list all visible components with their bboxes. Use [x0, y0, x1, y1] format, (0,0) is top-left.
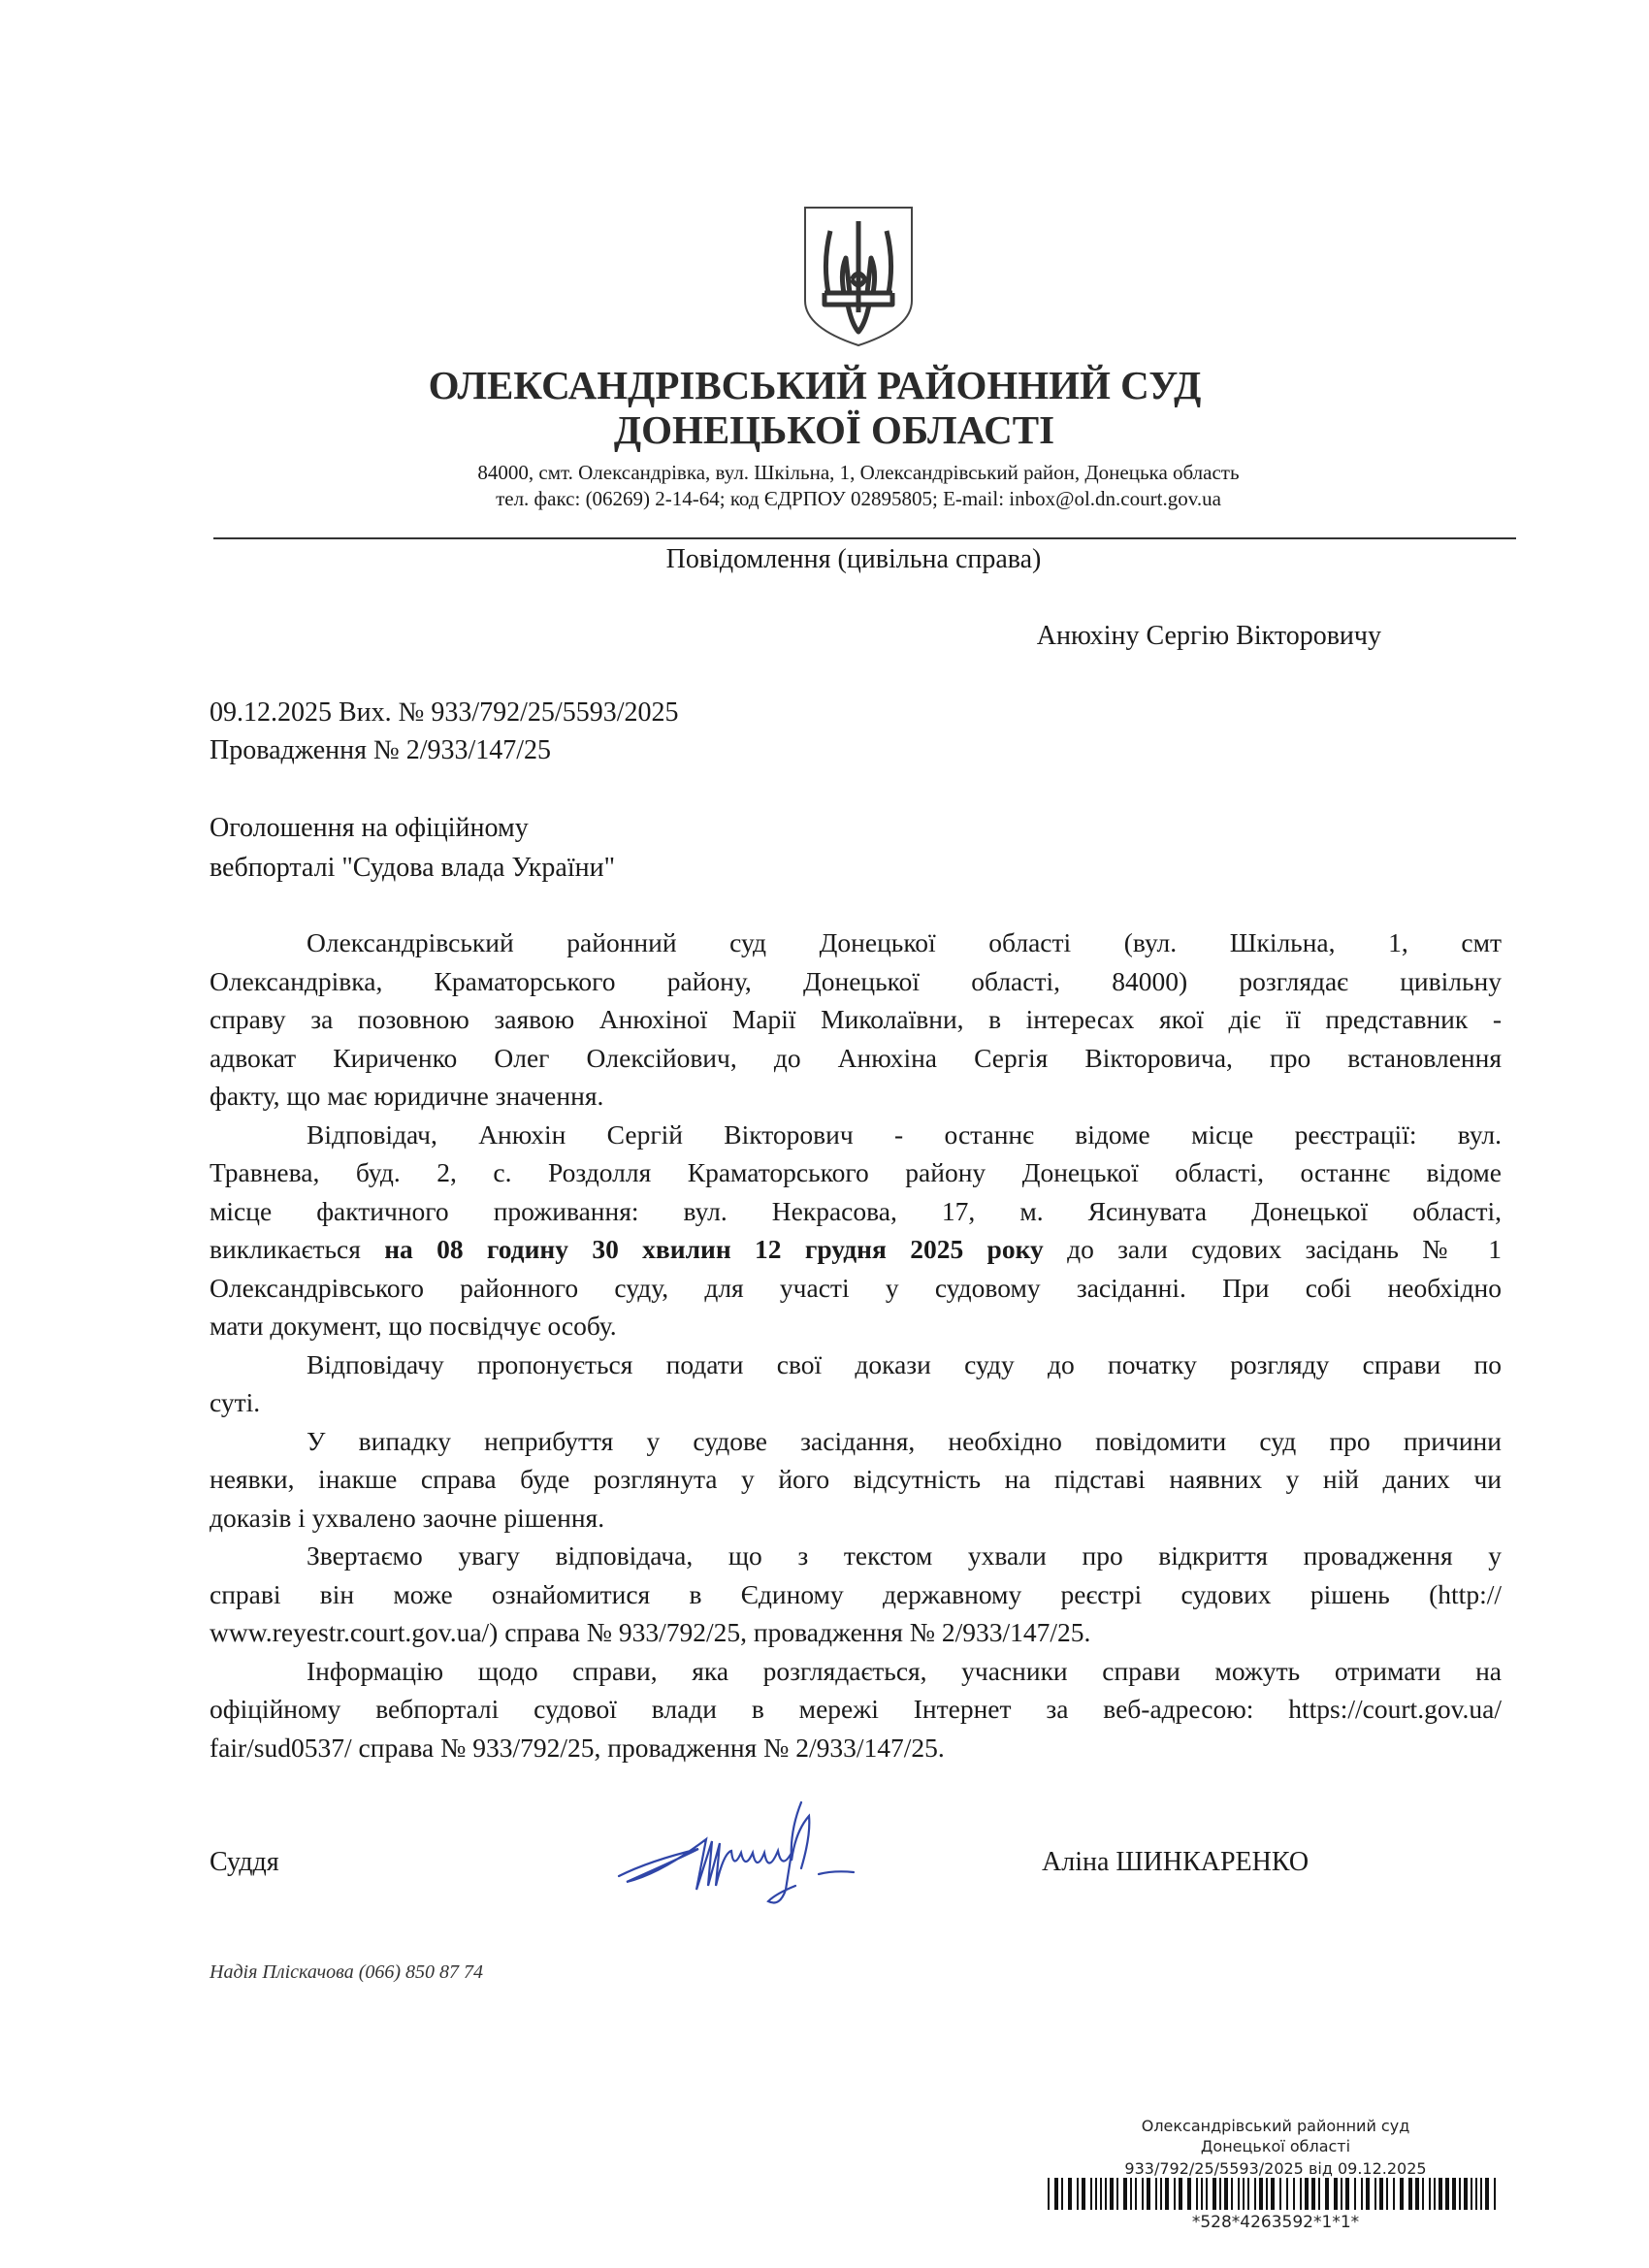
barcode-bar	[1110, 2178, 1114, 2210]
barcode-bar	[1082, 2178, 1085, 2210]
body-line: справу за позовною заявою Анюхіної Марії Миколаївни, в інтересах якої діє її представник -	[210, 1004, 1502, 1034]
barcode-bar	[1305, 2178, 1309, 2210]
barcode-bar	[1231, 2178, 1233, 2210]
barcode-bar	[1422, 2178, 1424, 2210]
barcode-bar	[1415, 2178, 1419, 2210]
barcode-bar	[1459, 2178, 1461, 2210]
judge-label: Суддя	[210, 1847, 279, 1877]
proceeding-number: Провадження № 2/933/147/25	[210, 735, 552, 765]
body-line: справі він може ознайомитися в Єдиному державному реєстрі судових рішень (http://	[210, 1578, 1502, 1609]
barcode-bar	[1311, 2178, 1315, 2210]
court-name-line1: ОЛЕКСАНДРІВСЬКИЙ РАЙОННИЙ СУД	[428, 363, 1202, 407]
barcode-bar	[1123, 2178, 1127, 2210]
barcode-bar	[1429, 2178, 1431, 2210]
barcode-bar	[1135, 2178, 1137, 2210]
barcode-bar	[1090, 2178, 1092, 2210]
barcode-bar	[1354, 2178, 1356, 2210]
barcode-bar	[1386, 2178, 1388, 2210]
court-name-line2: ДОНЕЦЬКОЇ ОБЛАСТІ	[613, 407, 1055, 452]
barcode-bar	[1100, 2178, 1102, 2210]
barcode-bar	[1408, 2178, 1412, 2210]
barcode-bar	[1259, 2178, 1263, 2210]
barcode-bar	[1201, 2178, 1203, 2210]
body-line: доказів і ухвалено заочне рішення.	[210, 1502, 605, 1533]
barcode-bar	[1334, 2178, 1338, 2210]
body-line: місце фактичного проживання: вул. Некрасова, 17, м. Ясинувата Донецької області,	[210, 1195, 1502, 1226]
barcode-bar	[1224, 2178, 1228, 2210]
barcode-reference: 933/792/25/5593/2025 від 09.12.2025	[1124, 2159, 1427, 2178]
barcode-bar	[1219, 2178, 1221, 2210]
barcode-bar	[1142, 2178, 1144, 2210]
body-line: Олександрівський районний суд Донецької області (вул. Шкільна, 1, смт	[307, 927, 1502, 957]
barcode-bar	[1160, 2178, 1162, 2210]
coat-of-arms-icon	[801, 204, 916, 349]
body-line: факту, що має юридичне значення.	[210, 1081, 604, 1111]
barcode-bar	[1247, 2178, 1249, 2210]
barcode-bar	[1105, 2178, 1107, 2210]
body-line: Звертаємо увагу відповідача, що з текстом ухвали про відкриття провадження у	[307, 1540, 1502, 1571]
barcode-bar	[1475, 2178, 1477, 2210]
barcode-court-name: Олександрівський районний суд	[1141, 2117, 1410, 2135]
barcode-bar	[1095, 2178, 1097, 2210]
body-line: Олександрівського районного суду, для участі у судовому засіданні. При собі необхідно	[210, 1272, 1502, 1303]
body-line: Олександрівка, Краматорського району, Донецької області, 84000) розглядає цивільну	[210, 965, 1502, 996]
barcode-bar	[1300, 2178, 1302, 2210]
summons-pre: викликається	[210, 1234, 385, 1264]
barcode-bar	[1361, 2178, 1363, 2210]
barcode-bar	[1494, 2178, 1496, 2210]
body-line: fair/sud0537/ справа № 933/792/25, провадження № 2/933/147/25.	[210, 1732, 945, 1763]
barcode-bar	[1196, 2178, 1198, 2210]
barcode-number: *528*4263592*1*1*	[1191, 2213, 1360, 2232]
barcode-bar	[1054, 2178, 1058, 2210]
barcode-region: Донецької області	[1200, 2137, 1351, 2155]
barcode-bar	[1464, 2178, 1468, 2210]
body-line: офіційному вебпорталі судової влади в мережі Інтернет за веб-адресою: https://court.gov.ua/	[210, 1694, 1502, 1724]
body-line: адвокат Кириченко Олег Олексійович, до Анюхіна Сергія Вікторовича, про встановлення	[210, 1042, 1502, 1073]
barcode-bar	[1266, 2178, 1268, 2210]
barcode-bar	[1165, 2178, 1169, 2210]
barcode-bar	[1341, 2178, 1342, 2210]
barcode-bar	[1439, 2178, 1442, 2210]
barcode-bar	[1179, 2178, 1182, 2210]
announcement-line1: Оголошення на офіційному	[210, 813, 529, 843]
barcode-bar	[1155, 2178, 1157, 2210]
body-line: У випадку неприбуття у судове засідання, необхідно повідомити суд про причини	[307, 1425, 1502, 1456]
barcode-bar	[1116, 2178, 1118, 2210]
barcode-bar	[1379, 2178, 1383, 2210]
barcode-bar	[1068, 2178, 1072, 2210]
barcode-bar	[1318, 2178, 1320, 2210]
barcode-bar	[1254, 2178, 1256, 2210]
barcode-bar	[1345, 2178, 1349, 2210]
barcode-bar	[1400, 2178, 1404, 2210]
barcode-bar	[1480, 2178, 1482, 2210]
body-line: неявки, інакше справа буде розглянута у його відсутність на підставі наявних у ній даних чи	[210, 1464, 1502, 1494]
summons-post: до зали судових засідань № 1	[1043, 1234, 1502, 1264]
barcode-bar	[1485, 2178, 1489, 2210]
barcode-bar	[1374, 2178, 1376, 2210]
barcode-bar	[1325, 2178, 1329, 2210]
body-line: www.reyestr.court.gov.ua/) справа № 933/792/25, провадження № 2/933/147/25.	[210, 1617, 1091, 1647]
barcode-bar	[1286, 2178, 1288, 2210]
outgoing-number: 09.12.2025 Вих. № 933/792/25/5593/2025	[210, 697, 679, 728]
barcode-bar	[1206, 2178, 1208, 2210]
body-line: Травнева, буд. 2, с. Роздолля Краматорського району Донецької області, останнє відоме	[210, 1157, 1502, 1187]
barcode-bar	[1445, 2178, 1449, 2210]
body-line: суті.	[210, 1387, 261, 1417]
court-contacts: тел. факс: (06269) 2-14-64; код ЄДРПОУ 02895805; E-mail: inbox@ol.dn.court.gov.ua	[496, 487, 1221, 510]
body-line: Відповідачу пропонується подати свої докази суду до початку розгляду справи по	[307, 1348, 1502, 1379]
barcode-bar	[1393, 2178, 1395, 2210]
barcode-bar	[1130, 2178, 1132, 2210]
body-line: Відповідач, Анюхін Сергій Вікторович - останнє відоме місце реєстрації: вул.	[307, 1118, 1502, 1150]
barcode-bar	[1212, 2178, 1216, 2210]
court-address: 84000, смт. Олександрівка, вул. Шкільна, 1, Олександрівський район, Донецька область	[477, 461, 1240, 484]
body-line: мати документ, що посвідчує особу.	[210, 1311, 617, 1341]
barcode-bar	[1238, 2178, 1240, 2210]
notice-title: Повідомлення (цивільна справа)	[665, 544, 1042, 574]
barcode-bar	[1452, 2178, 1456, 2210]
barcode-icon	[1048, 2178, 1500, 2210]
signature-icon	[611, 1793, 931, 1919]
barcode-bar	[1077, 2178, 1079, 2210]
barcode-bar	[1293, 2178, 1295, 2210]
barcode-bar	[1048, 2178, 1050, 2210]
hearing-datetime: на 08 годину 30 хвилин 12 грудня 2025 року	[384, 1234, 1044, 1264]
barcode-bar	[1366, 2178, 1370, 2210]
barcode-bar	[1187, 2178, 1191, 2210]
barcode-bar	[1279, 2178, 1281, 2210]
executor-contact: Надія Пліскачова (066) 850 87 74	[210, 1961, 484, 1983]
barcode-bar	[1271, 2178, 1275, 2210]
judge-name: Аліна ШИНКАРЕНКО	[1042, 1847, 1310, 1877]
barcode-bar	[1243, 2178, 1245, 2210]
barcode-bar	[1471, 2178, 1472, 2210]
header-divider	[213, 537, 1516, 539]
barcode-bar	[1061, 2178, 1063, 2210]
barcode-bar	[1434, 2178, 1436, 2210]
summons-line	[210, 1230, 1502, 1269]
barcode-bar	[1147, 2178, 1150, 2210]
addressee: Анюхіну Сергію Вікторовичу	[1036, 621, 1381, 651]
announcement-line2: вебпорталі "Судова влада України"	[210, 853, 616, 883]
body-line: Інформацію щодо справи, яка розглядається, учасники справи можуть отримати на	[307, 1655, 1502, 1686]
barcode-bar	[1174, 2178, 1176, 2210]
